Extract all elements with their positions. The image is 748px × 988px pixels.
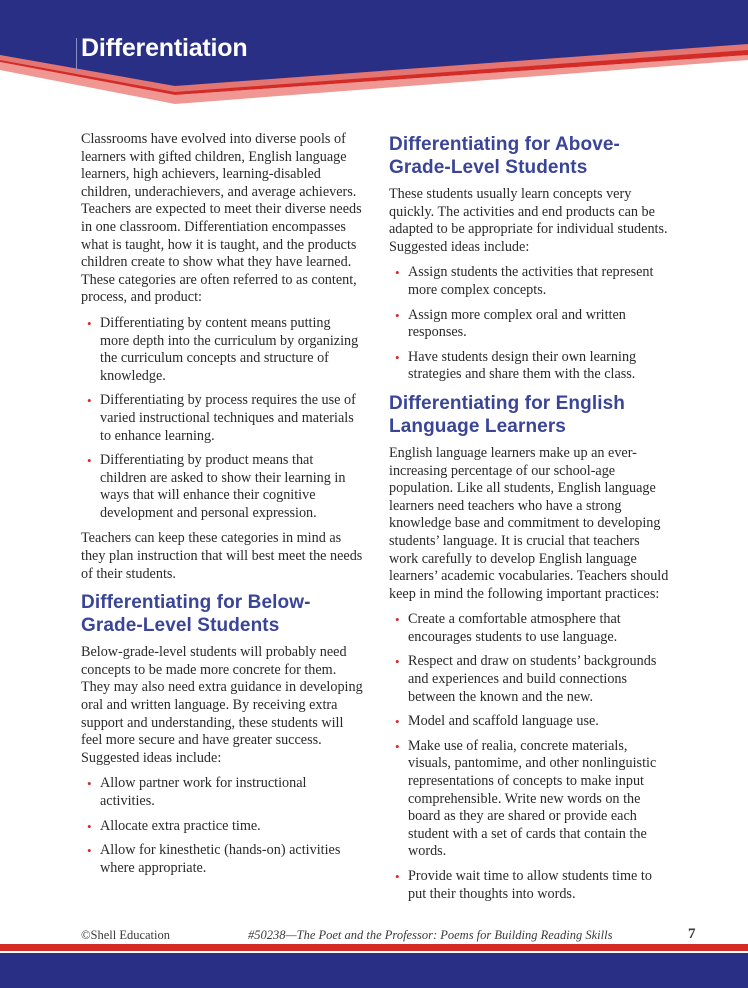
- bullet-icon: •: [395, 265, 400, 281]
- list-item: • Create a comfortable atmosphere that encourages students to use language.: [395, 611, 621, 645]
- title-rule: [76, 38, 77, 72]
- bullet-icon: •: [87, 843, 92, 859]
- book-reference: #50238—The Poet and the Professor: Poems for Building Reading Skills: [248, 928, 613, 942]
- bullet-icon: •: [395, 869, 400, 884]
- outro-paragraph: Teachers can keep these categories in mind as they plan instruction that will best meet the needs of their students.: [81, 530, 363, 582]
- bullet-icon: •: [87, 776, 92, 792]
- list-item: • Allow for kinesthetic (hands-on) activities where appropriate.: [87, 842, 341, 876]
- bullet-icon: •: [87, 818, 92, 834]
- right-column: [389, 133, 671, 911]
- list-item: • Make use of realia, concrete materials, visuals, pantomime, and other nonlinguistic representations of concepts to make input comprehensible. Write new words on the board as they are shared or provide each student with a set of cards that contain the words.: [395, 737, 657, 860]
- copyright-text: ©Shell Education: [81, 928, 170, 942]
- ell-paragraph: English language learners make up an ever-increasing percentage of our school-age population. Like all students, English language learners need teachers who have a strong knowledge base and commitment to developing students’ language. It is crucial that teachers work carefully to develop English language learners’ academic vocabularies. Teachers should keep in mind the following important practices:: [389, 444, 669, 602]
- page-number: 7: [688, 926, 696, 942]
- above-grade-list: [389, 264, 671, 384]
- differentiation-list: [81, 315, 363, 523]
- list-item: • Respect and draw on students’ backgrounds and experiences and build connections between the known and the new.: [395, 653, 657, 705]
- list-item: • Differentiating by process requires the use of varied instructional techniques and materials to enhance learning.: [87, 392, 356, 444]
- list-item: • Provide wait time to allow students time to put their thoughts into words.: [395, 868, 652, 902]
- bullet-icon: •: [87, 315, 92, 331]
- ell-list: [389, 611, 671, 903]
- above-grade-paragraph: These students usually learn concepts very quickly. The activities and end products can be adapted to be appropriate for individual students. Suggested ideas include:: [389, 186, 668, 255]
- intro-paragraph: Classrooms have evolved into diverse pools of learners with gifted children, English language learners, high achievers, learning-disabled children, underachievers, and average achievers. Teachers are expected to meet their diverse needs in one classroom. Differentiation encompasses what is taught, how it is taught, and the products children create to show what they have learned. These categories are often referred to as content, process, and product:: [81, 131, 362, 306]
- list-item: • Allow partner work for instructional activities.: [87, 775, 307, 809]
- list-item: • Allocate extra practice time.: [87, 817, 261, 834]
- bullet-icon: •: [395, 714, 400, 730]
- bullet-icon: •: [395, 654, 400, 670]
- list-item: • Differentiating by content means putting more depth into the curriculum by organizing the curriculum concepts and structure of knowledge.: [87, 314, 359, 384]
- below-grade-paragraph: Below-grade-level students will probably need concepts to be made more concrete for them. They may also need extra guidance in developing oral and written language. By receiving extra support and understanding, these students will feel more secure and have greater success. Suggested ideas include:: [81, 644, 363, 766]
- list-item: • Have students design their own learning strategies and share them with the class.: [395, 348, 637, 383]
- bullet-icon: •: [395, 307, 400, 323]
- bullet-icon: •: [87, 393, 92, 409]
- bullet-icon: •: [395, 349, 400, 365]
- list-item: • Differentiating by product means that children are asked to show their learning in ways that will enhance their cognitive development and personal expression.: [87, 452, 346, 521]
- bullet-icon: •: [395, 612, 400, 628]
- bullet-icon: •: [395, 738, 400, 754]
- left-column: [81, 131, 363, 885]
- page-title: Differentiation: [81, 34, 248, 62]
- below-grade-heading: Differentiating for Below-Grade-Level Students: [81, 592, 311, 637]
- list-item: • Assign more complex oral and written responses.: [395, 306, 626, 341]
- bullet-icon: •: [87, 453, 92, 469]
- below-grade-list: [81, 775, 363, 877]
- list-item: • Assign students the activities that represent more complex concepts.: [395, 264, 654, 298]
- above-grade-heading: Differentiating for Above-Grade-Level Students: [389, 134, 620, 178]
- footer-band: [0, 944, 748, 988]
- list-item: • Model and scaffold language use.: [395, 713, 599, 730]
- ell-heading: Differentiating for English Language Learners: [389, 392, 625, 437]
